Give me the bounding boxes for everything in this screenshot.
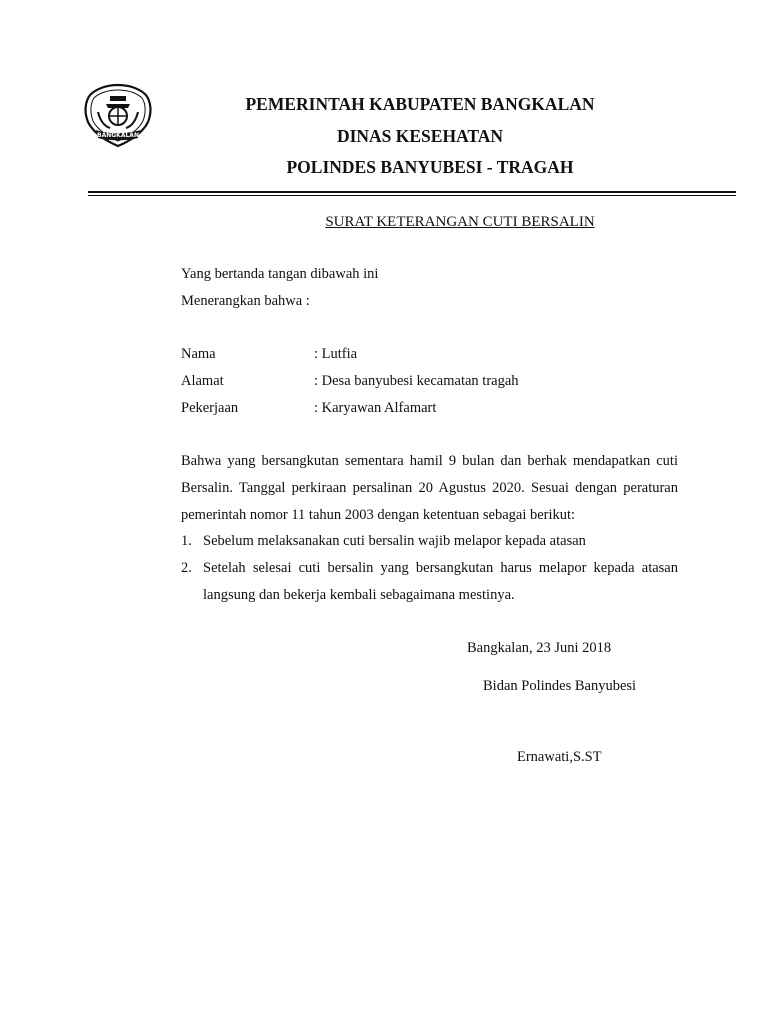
- field-label-occupation: Pekerjaan: [181, 400, 239, 416]
- list-item-2-line-1: Setelah selesai cuti bersalin yang bersangkutan harus melapor kepada atasan: [203, 560, 678, 576]
- list-item-1-number: 1.: [181, 533, 192, 549]
- body-line-1: Bahwa yang bersangkutan sementara hamil 9 bulan dan berhak mendapatkan cuti: [181, 453, 678, 469]
- body-line-3: pemerintah nomor 11 tahun 2003 dengan ketentuan sebagai berikut:: [181, 507, 576, 523]
- header-divider-thick: [88, 191, 736, 193]
- field-label-address: Alamat: [181, 373, 224, 389]
- field-label-name: Nama: [181, 346, 216, 362]
- header-government: PEMERINTAH KABUPATEN BANGKALAN: [245, 94, 595, 114]
- body-paragraph: [181, 448, 678, 529]
- field-value-address: : Desa banyubesi kecamatan tragah: [314, 373, 519, 389]
- bangkalan-emblem-logo: [82, 82, 154, 150]
- field-value-name: : Lutfia: [314, 346, 358, 362]
- header-divider-thin: [88, 195, 736, 196]
- header-department: DINAS KESEHATAN: [336, 126, 504, 146]
- list-item-2-line-2: langsung dan bekerja kembali sebagaimana mestinya.: [203, 587, 515, 603]
- signature-place-date: Bangkalan, 23 Juni 2018: [467, 640, 612, 656]
- header-institution: POLINDES BANYUBESI - TRAGAH: [286, 157, 574, 177]
- intro-line-2: Menerangkan bahwa :: [181, 293, 310, 309]
- body-line-2: Bersalin. Tanggal perkiraan persalinan 20 Agustus 2020. Sesuai dengan peraturan: [181, 480, 678, 496]
- field-value-occupation: : Karyawan Alfamart: [314, 400, 437, 416]
- svg-text:BANGKALAN: BANGKALAN: [97, 132, 139, 139]
- signature-position: Bidan Polindes Banyubesi: [483, 678, 637, 694]
- list-item-2-text: [203, 555, 678, 609]
- list-item-1-text: [203, 528, 678, 555]
- letter-title: SURAT KETERANGAN CUTI BERSALIN: [325, 214, 595, 230]
- intro-line-1: Yang bertanda tangan dibawah ini: [181, 266, 379, 282]
- signature-name: Ernawati,S.ST: [517, 749, 602, 765]
- list-item-1-line-1: Sebelum melaksanakan cuti bersalin wajib melapor kepada atasan: [203, 533, 586, 549]
- list-item-2-number: 2.: [181, 560, 192, 576]
